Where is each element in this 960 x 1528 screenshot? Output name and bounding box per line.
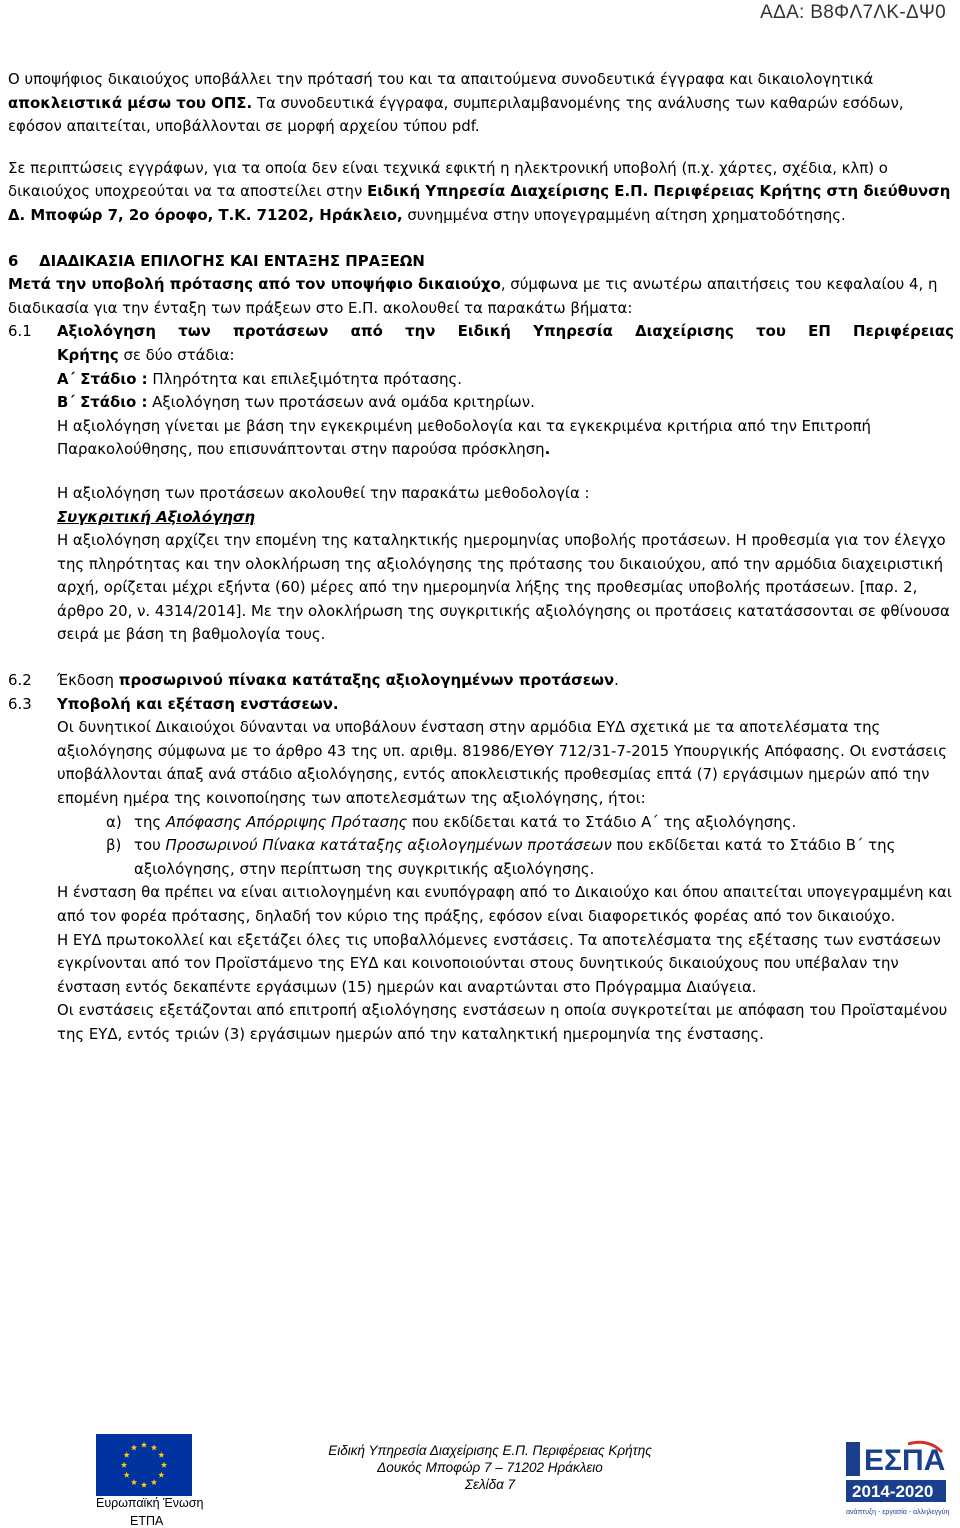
text-span: που εκδίδεται κατά το Στάδιο Β΄ της αξιολόγησης, στην περίπτωση της συγκριτικής αξιολόγησης. (134, 836, 896, 878)
subsection-6-1 (8, 320, 954, 647)
list-marker: α) (106, 812, 122, 831)
text-span: Πληρότητα και επιλεξιμότητα πρότασης. (147, 369, 463, 388)
text-span: συνημμένα στην υπογεγραμμένη αίτηση χρηματοδότησης. (402, 205, 846, 224)
stage-label: Α΄ Στάδιο : (57, 369, 148, 388)
italic-span: Προσωρινού Πίνακα κατάταξης αξιολογημένων προτάσεων (165, 836, 612, 855)
text-span: Αξιολόγηση των προτάσεων ανά ομάδα κριτηρίων. (147, 393, 535, 412)
bold-span: αποκλειστικά μέσω του ΟΠΣ. (8, 93, 253, 112)
stage-a (57, 368, 954, 392)
text-span: Τα συνοδευτικά έγγραφα, συμπεριλαμβανομένης της ανάλυσης των καθαρών εσόδων, εφόσον απαιτείται, υποβάλλονται σε μορφή αρχείου τύπου pdf. (8, 93, 904, 136)
intro-paragraph-1 (8, 68, 954, 139)
subsection-number: 6.2 (8, 671, 32, 690)
ada-code: ΑΔΑ: Β8ΦΛ7ΛΚ-ΔΨ0 (760, 2, 946, 23)
text-span: της (134, 812, 166, 831)
text-span: του (134, 836, 166, 855)
stage-label: Β΄ Στάδιο : (57, 393, 148, 412)
bold-span: . (544, 440, 551, 459)
text-span: Η αξιολόγηση γίνεται με βάση την εγκεκριμένη μεθοδολογία και τα εγκεκριμένα κριτήρια από την Επιτροπή Παρακολούθησης, που επισυνάπτονται στην παρούσα πρόσκληση (57, 416, 871, 459)
list-item-a (57, 811, 954, 835)
subsection-6-2-text (8, 669, 954, 693)
comparative-text: Η αξιολόγηση αρχίζει την επομένη της καταληκτικής ημερομηνίας υποβολής προτάσεων. Η προθεσμία για τον έλεγχο της πληρότητας και την ολοκλήρωση της αξιολόγησης της πρότασης του δικαιούχου, από την αρμόδια διαχειριστική αρχή, ορίζεται μέχρι εξήντα (60) μέρες από την ημερομηνία λήξης της προθεσμίας υποβολής προτάσεων. [παρ. 2, άρθρο 20, ν. 4314/2014]. Με την ολοκλήρωση της συγκριτικής αξιολόγησης οι προτάσεις κατατάσσονται σε φθίνουσα σειρά με βάση τη βαθμολογία τους. (57, 531, 950, 644)
italic-span: Απόφασης Απόρριψης Πρότασης (165, 812, 408, 831)
espa-title: ΕΣΠΑ (864, 1444, 946, 1477)
evaluation-basis (57, 415, 954, 462)
espa-logo-icon (838, 1436, 950, 1520)
page-footer (0, 1430, 960, 1528)
objections-paragraph-2: Η ένσταση θα πρέπει να είναι αιτιολογημένη και ενυπόγραφη από το Δικαιούχο και όπου απαιτείται υπογεγραμμένη και από τον φορέα πρότασης, δηλαδή τον κύριο της πράξης, εφόσον είναι διαφορετικός φορέας από τον δικαιούχο. (57, 883, 952, 925)
text-span: . (614, 671, 619, 690)
subsection-6-1-title (8, 320, 954, 344)
intro-paragraph-2 (8, 157, 954, 228)
text-span: , σύμφωνα με τις ανωτέρω απαιτήσεις του κεφαλαίου 4, η διαδικασία για την ένταξη των πράξεων στο Ε.Π. ακολουθεί τα παρακάτω βήματα: (8, 275, 938, 317)
objections-paragraph-3: Η ΕΥΔ πρωτοκολλεί και εξετάζει όλες τις υποβαλλόμενες ενστάσεις. Τα αποτελέσματα της εξέτασης των ενστάσεων εγκρίνονται από τον Προϊστάμενο της ΕΥΔ και κοινοποιούνται στους δυνητικούς δικαιούχους που υπέβαλαν την ένσταση εντός δεκαπέντε εργάσιμων (15) ημερών και αναρτώνται στο Πρόγραμμα Διαύγεια. (57, 930, 941, 996)
section-title: ΔΙΑΔΙΚΑΣΙΑ ΕΠΙΛΟΓΗΣ ΚΑΙ ΕΝΤΑΞΗΣ ΠΡΑΞΕΩΝ (39, 251, 425, 270)
objections-paragraph-4: Οι ενστάσεις εξετάζονται από επιτροπή αξιολόγησης ενστάσεων η οποία συγκροτείται με απόφαση του Προϊσταμένου της ΕΥΔ, εντός τριών (3) εργάσιμων ημερών από την καταληκτική ημερομηνία της ένστασης. (57, 1001, 948, 1043)
stage-b (57, 391, 954, 415)
subsection-6-3-title (8, 693, 954, 717)
espa-years: 2014-2020 (852, 1482, 934, 1501)
bold-span: Κρήτης (57, 345, 119, 364)
text-span: που εκδίδεται κατά το Στάδιο Α΄ της αξιολόγησης. (407, 812, 797, 831)
bold-span: Υποβολή και εξέταση ενστάσεων. (57, 694, 339, 713)
document-body (8, 68, 954, 1047)
subsection-6-2 (8, 669, 954, 693)
bold-span: Αξιολόγηση των προτάσεων από την Ειδική Υπηρεσία Διαχείρισης του ΕΠ Περιφέρειας (57, 322, 954, 341)
subsection-number: 6.3 (8, 694, 32, 713)
list-marker: β) (106, 836, 122, 855)
footer-street: Δουκός Μποφώρ 7 – 71202 Ηράκλειο (377, 1460, 603, 1475)
eu-flag-icon (96, 1434, 192, 1496)
text-span: Έκδοση (57, 671, 119, 690)
section-number: 6 (8, 251, 19, 270)
bold-span: Ειδική Υπηρεσία Διαχείρισης Ε.Π. Περιφέρειας Κρήτης στη διεύθυνση Δ. Μποφώρ 7, 2ο όροφο, Τ.Κ. 71202, Ηράκλειο, (8, 182, 951, 224)
text-span: σε δύο στάδια: (118, 345, 235, 364)
section-6-intro (8, 273, 954, 320)
text-span: Σε περιπτώσεις εγγράφων, για τα οποία δεν είναι τεχνικά εφικτή η ηλεκτρονική υποβολή (π.χ. χάρτες, σχέδια, κλπ) ο δικαιούχος υποχρεούται να τα αποστείλει στην (8, 158, 888, 201)
fund-label: ΕΤΠΑ (130, 1514, 164, 1528)
footer-agency: Ειδική Υπηρεσία Διαχείρισης Ε.Π. Περιφέρειας Κρήτης (328, 1443, 652, 1458)
list-item-b (57, 834, 954, 881)
footer-address (300, 1442, 680, 1493)
bold-span: Μετά την υποβολή πρότασης από τον υποψήφιο δικαιούχο (8, 275, 501, 294)
comparative-title (57, 506, 954, 530)
objections-paragraph-1: Οι δυνητικοί Δικαιούχοι δύνανται να υποβάλουν ένσταση στην αρμόδια ΕΥΔ σχετικά με τα αποτελέσματα της αξιολόγησης σύμφωνα με το άρθρο 43 της υπ. αριθμ. 81986/ΕΥΘΥ 712/31-7-2015 Υπουργικής Απόφασης. Οι ενστάσεις υποβάλλονται άπαξ ανά στάδιο αξιολόγησης, εντός αποκλειστικής προθεσμίας επτά (7) εργάσιμων ημερών από την επομένη ημέρα της κοινοποίησης των αποτελεσμάτων της αξιολόγησης, ήτοι: (57, 718, 947, 808)
text-span: Ο υποψήφιος δικαιούχος υποβάλλει την πρότασή του και τα απαιτούμενα συνοδευτικά έγγραφα και δικαιολογητικά (8, 70, 874, 88)
section-6-heading (8, 250, 954, 274)
methodology-line: Η αξιολόγηση των προτάσεων ακολουθεί την παρακάτω μεθοδολογία : (57, 483, 590, 502)
eu-label: Ευρωπαϊκή Ένωση (96, 1496, 204, 1510)
subsection-6-1-title-cont (57, 344, 954, 368)
page-number: Σελίδα 7 (464, 1477, 516, 1492)
subsection-number: 6.1 (8, 322, 32, 341)
bold-span: προσωρινού πίνακα κατάταξης αξιολογημένων προτάσεων (118, 671, 615, 690)
comparative-title-text: Συγκριτική Αξιολόγηση (57, 507, 256, 526)
subsection-6-3 (8, 693, 954, 1047)
espa-slogan: ανάπτυξη - εργασία - αλληλεγγύη (846, 1509, 950, 1516)
